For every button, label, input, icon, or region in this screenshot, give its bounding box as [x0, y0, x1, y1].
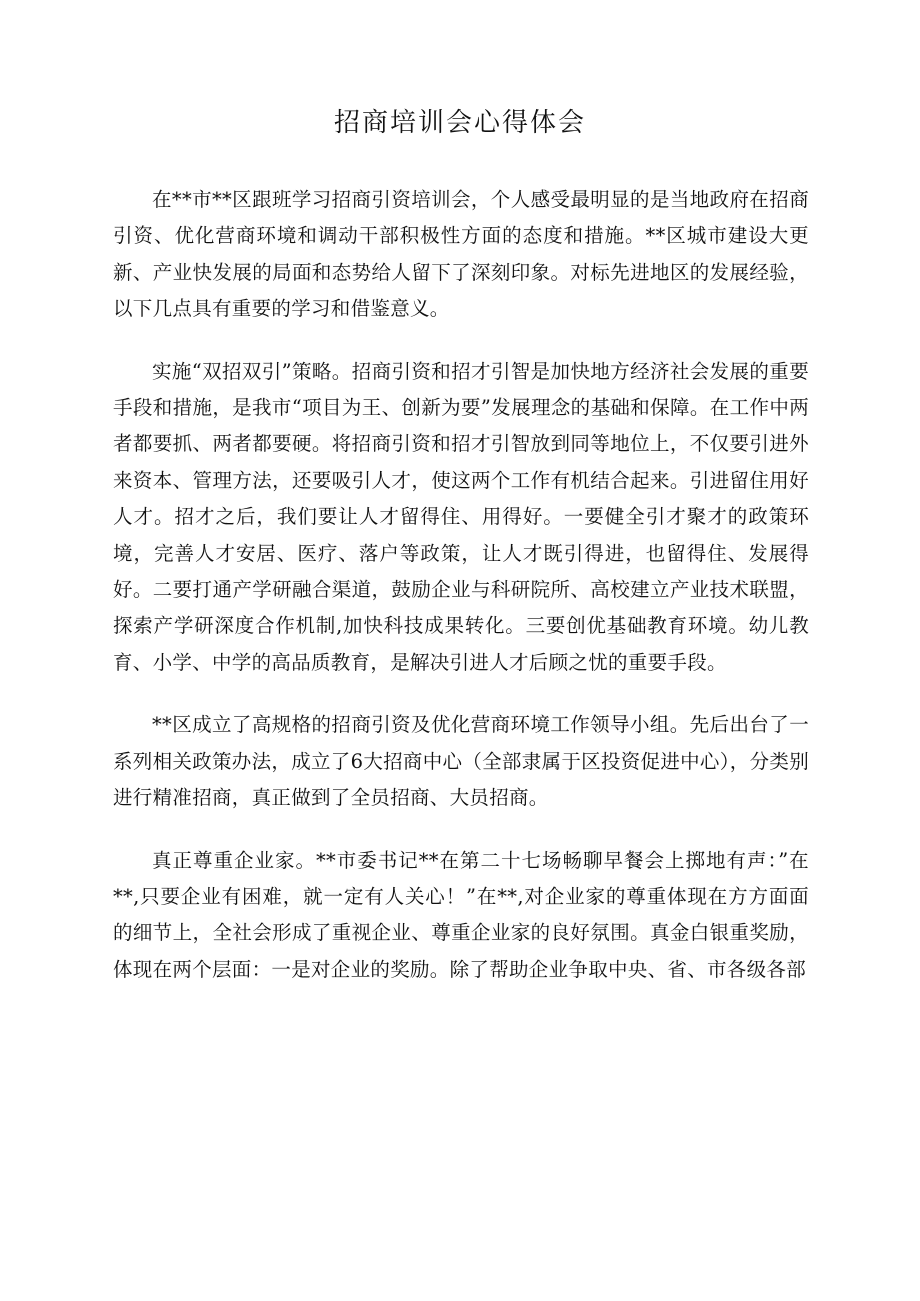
paragraph-1: 在**市**区跟班学习招商引资培训会，个人感受最明显的是当地政府在招商引资、优化营商环境和调动干部积极性方面的态度和措施。**区城市建设大更新、产业快发展的局面和态势给人留下了深刻印象。对标先进地区的发展经验，以下几点具有重要的学习和借鉴意义。	[113, 188, 809, 321]
document-title: 招商培训会心得体会	[333, 108, 586, 138]
paragraph-3: **区成立了高规格的招商引资及优化营商环境工作领导小组。先后出台了一系列相关政策办法，成立了6大招商中心（全部隶属于区投资促进中心），分类别进行精准招商，真正做到了全员招商、大员招商。	[113, 713, 809, 810]
paragraph-4: 真正尊重企业家。**市委书记**在第二十七场畅聊早餐会上掷地有声：”在**,只要企业有困难，就一定有人关心！”在**,对企业家的尊重体现在方方面面的细节上，全社会形成了重视企业、尊重企业家的良好氛围。真金白银重奖励，体现在两个层面：一是对企业的奖励。除了帮助企业争取中央、省、市各级各部	[113, 848, 809, 981]
document-body	[113, 182, 809, 1014]
paragraph-2: 实施“双招双引”策略。招商引资和招才引智是加快地方经济社会发展的重要手段和措施，是我市“项目为王、创新为要”发展理念的基础和保障。在工作中两者都要抓、两者都要硬。将招商引资和招才引智放到同等地位上，不仅要引进外来资本、管理方法，还要吸引人才，使这两个工作有机结合起来。引进留住用好人才。招才之后，我们要让人才留得住、用得好。一要健全引才聚才的政策环境，完善人才安居、医疗、落户等政策，让人才既引得进，也留得住、发展得好。二要打通产学研融合渠道，鼓励企业与科研院所、高校建立产业技术联盟，探索产学研深度合作机制,加快科技成果转化。三要创优基础教育环境。幼儿教育、小学、中学的高品质教育，是解决引进人才后顾之忧的重要手段。	[113, 359, 809, 674]
